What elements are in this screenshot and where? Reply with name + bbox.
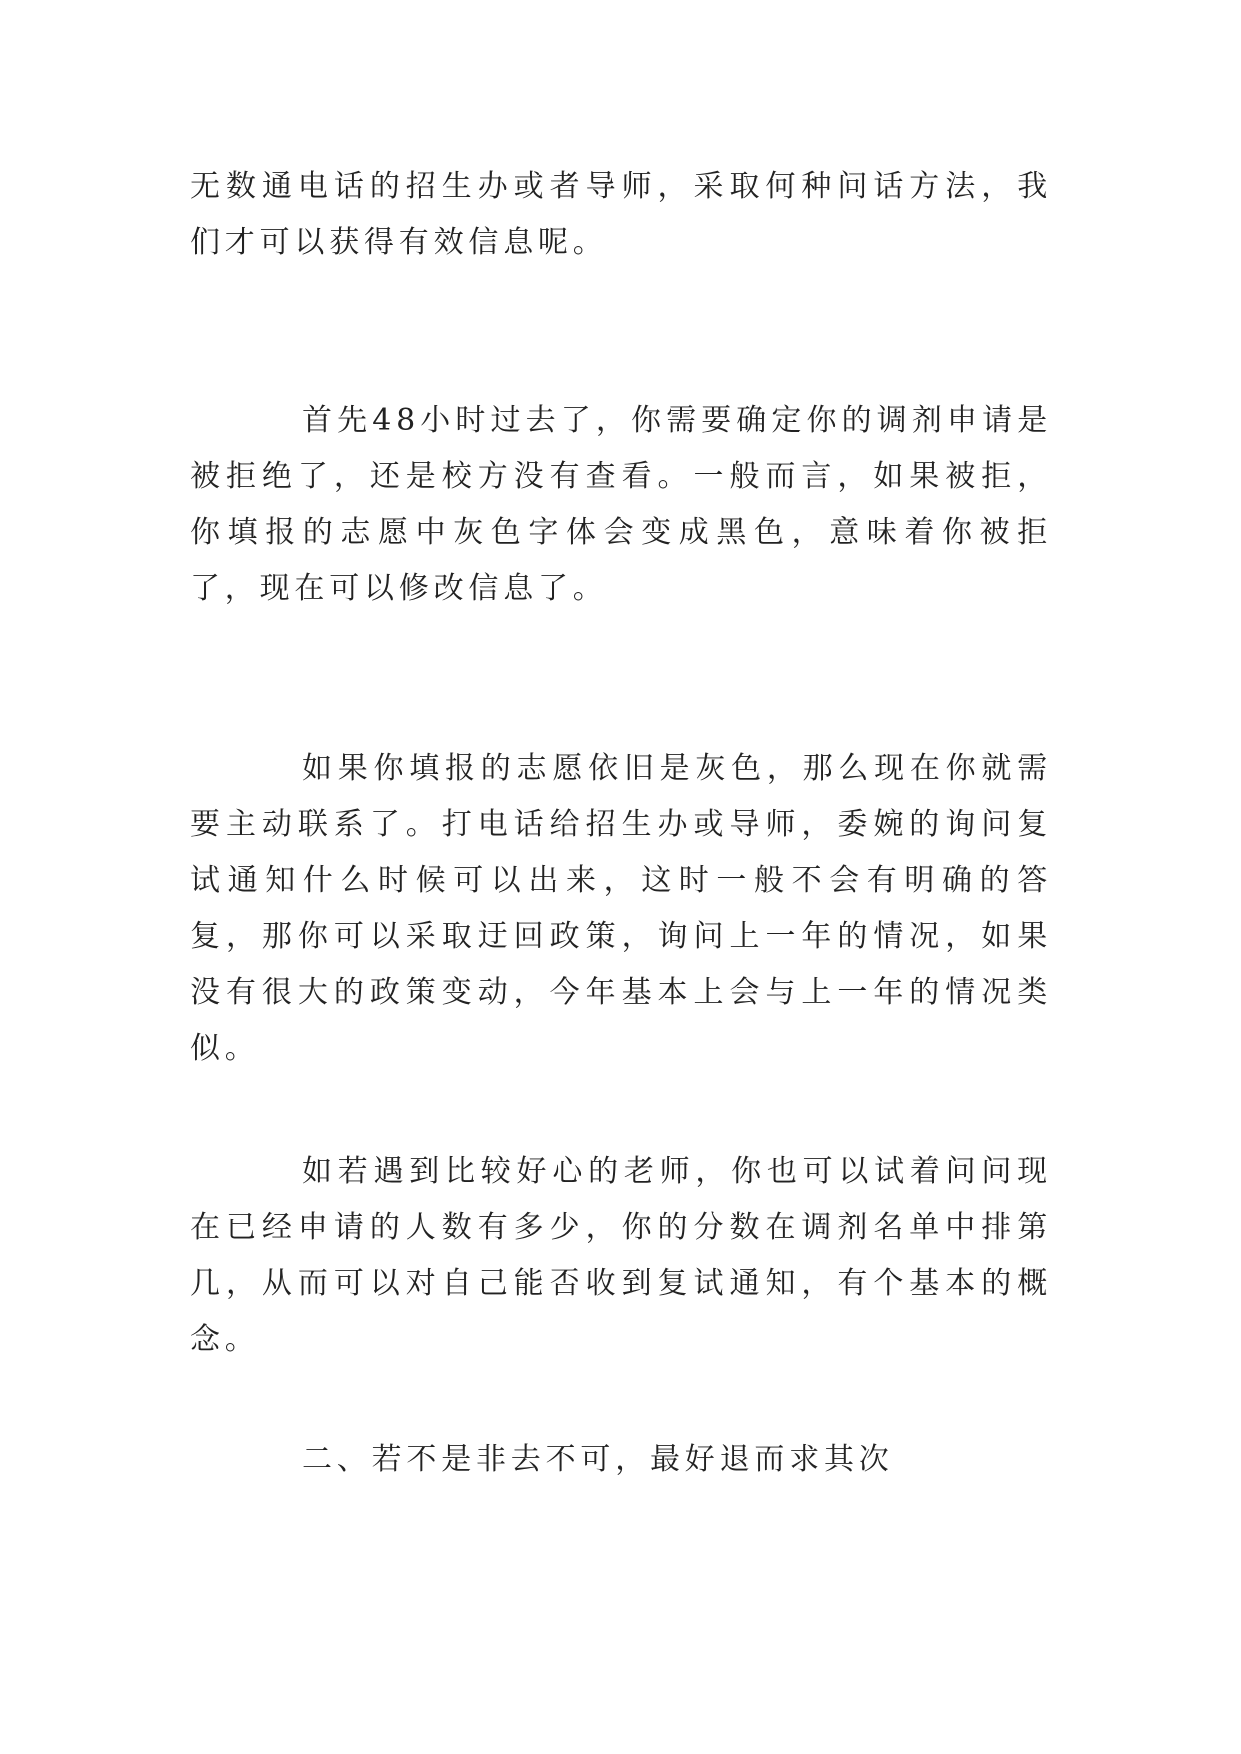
paragraph-check-status: 首先48小时过去了，你需要确定你的调剂申请是被拒绝了，还是校方没有查看。一般而言，如果被拒，你填报的志愿中灰色字体会变成黑色，意味着你被拒了，现在可以修改信息了。 xyxy=(190,403,1052,606)
paragraph-continuation: 无数通电话的招生办或者导师，采取何种问话方法，我们才可以获得有效信息呢。 xyxy=(190,169,1052,260)
paragraph-contact-office: 如果你填报的志愿依旧是灰色，那么现在你就需要主动联系了。打电话给招生办或导师，委婉的询问复试通知什么时候可以出来，这时一般不会有明确的答复，那你可以采取迂回政策，询问上一年的情况，如果没有很大的政策变动，今年基本上会与上一年的情况类似。 xyxy=(190,751,1052,1066)
paragraph-ask-ranking: 如若遇到比较好心的老师，你也可以试着问问现在已经申请的人数有多少，你的分数在调剂名单中排第几，从而可以对自己能否收到复试通知，有个基本的概念。 xyxy=(190,1154,1052,1357)
section-heading-two: 二、若不是非去不可，最好退而求其次 xyxy=(302,1442,894,1477)
